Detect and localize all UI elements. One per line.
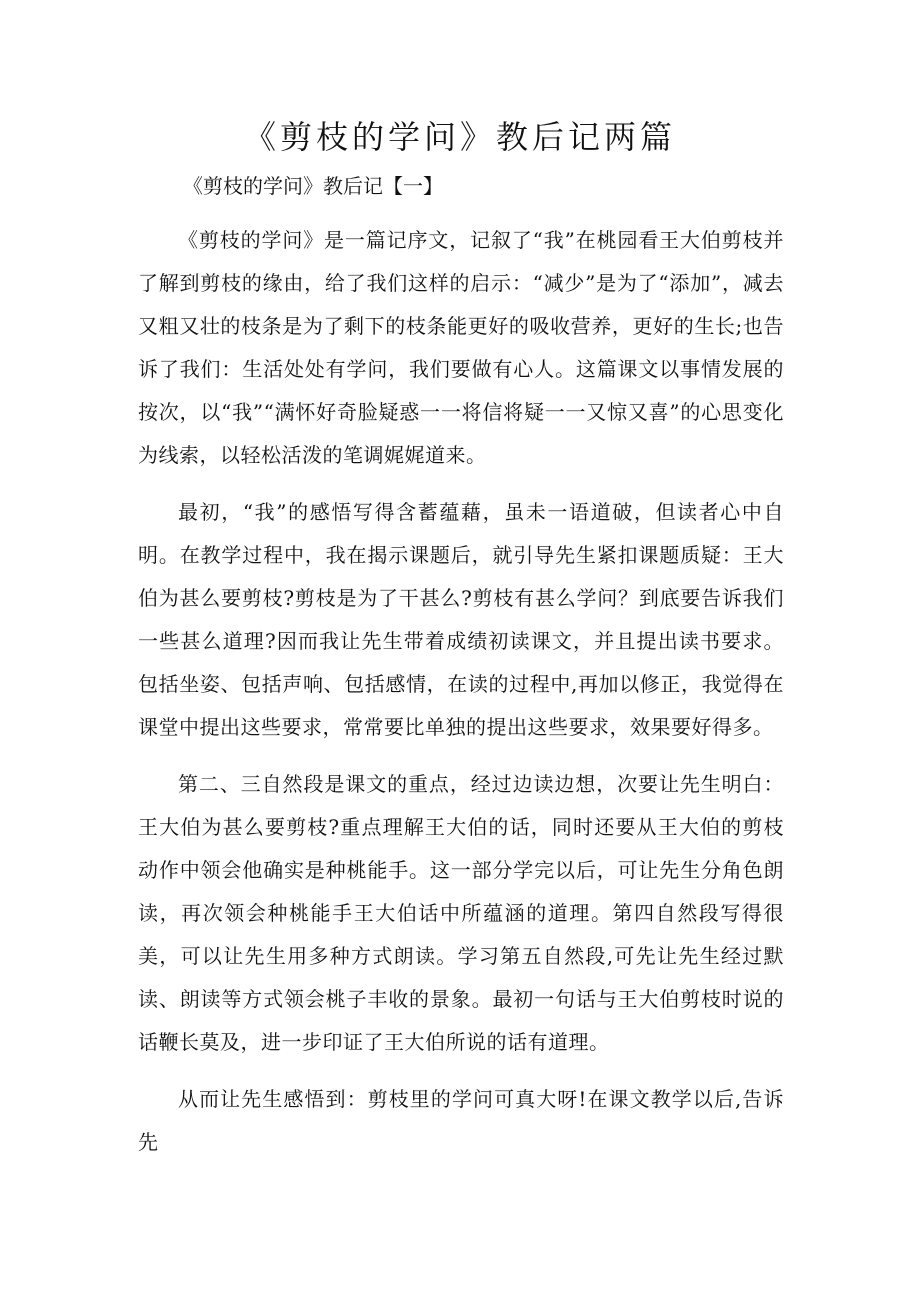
paragraph-4: 从而让先生感悟到：剪枝里的学问可真大呀!在课文教学以后,告诉先	[138, 1087, 784, 1154]
document-body	[138, 219, 784, 1178]
document-title: 《剪枝的学问》教后记两篇	[243, 118, 676, 156]
section-heading: 《剪枝的学问》教后记【一】	[183, 174, 443, 198]
paragraph-1: 《剪枝的学问》是一篇记序文，记叙了“我”在桃园看王大伯剪枝并了解到剪枝的缘由，给了我们这样的启示：“减少”是为了“添加”，减去又粗又壮的枝条是为了剩下的枝条能更好的吸收营养，更好的生长;也告诉了我们：生活处处有学问，我们要做有心人。这篇课文以事情发展的按次，以“我”“满怀好奇脸疑惑一一将信将疑一一又惊又喜”的心思变化为线索，以轻松活泼的笔调娓娓道来。	[138, 228, 784, 467]
paragraph-2: 最初，“我”的感悟写得含蓄蕴藉，虽未一语道破，但读者心中自明。在教学过程中，我在揭示课题后，就引导先生紧扣课题质疑：王大伯为甚么要剪枝?剪枝是为了干甚么?剪枝有甚么学问？到底要告诉我们一些甚么道理?因而我让先生带着成绩初读课文，并且提出读书要求。包括坐姿、包括声响、包括感情，在读的过程中,再加以修正，我觉得在课堂中提出这些要求，常常要比单独的提出这些要求，效果要好得多。	[138, 500, 784, 739]
paragraph-3: 第二、三自然段是课文的重点，经过边读边想，次要让先生明白：王大伯为甚么要剪枝?重点理解王大伯的话，同时还要从王大伯的剪枝动作中领会他确实是种桃能手。这一部分学完以后，可让先生分角色朗读，再次领会种桃能手王大伯话中所蕴涵的道理。第四自然段写得很美，可以让先生用多种方式朗读。学习第五自然段,可先让先生经过默读、朗读等方式领会桃子丰收的景象。最初一句话与王大伯剪枝时说的话鞭长莫及，进一步印证了王大伯所说的话有道理。	[138, 772, 784, 1054]
